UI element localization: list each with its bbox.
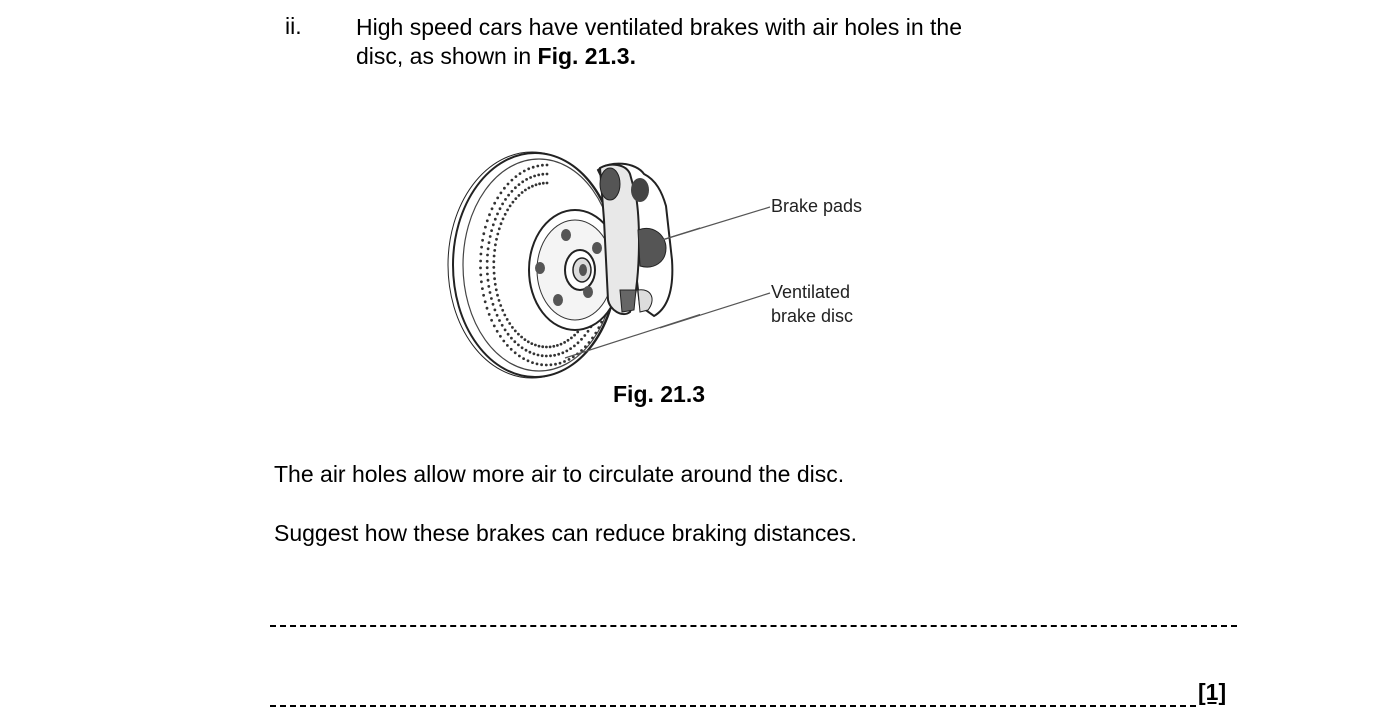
question-number: ii. (285, 13, 302, 39)
statement-text: The air holes allow more air to circulate around the disc. (274, 461, 845, 487)
question-text-line1: High speed cars have ventilated brakes with air holes in the (356, 14, 963, 40)
figure-reference: Fig. 21.3. (537, 43, 636, 69)
question-text-line2 (356, 42, 636, 71)
prompt-text: Suggest how these brakes can reduce braking distances. (274, 520, 858, 546)
brake-pads-label: Brake pads (771, 196, 863, 216)
figure-caption: Fig. 21.3 (613, 381, 706, 407)
ventilated-disc-label-line1: Ventilated (771, 282, 851, 302)
marks-indicator: [1] (1198, 679, 1227, 705)
leader-lines (660, 195, 775, 355)
answer-line-1[interactable] (270, 625, 1237, 627)
ventilated-disc-label-line2: brake disc (771, 306, 854, 326)
question-text-prefix: disc, as shown in (356, 43, 538, 69)
answer-line-2[interactable] (270, 705, 1196, 707)
